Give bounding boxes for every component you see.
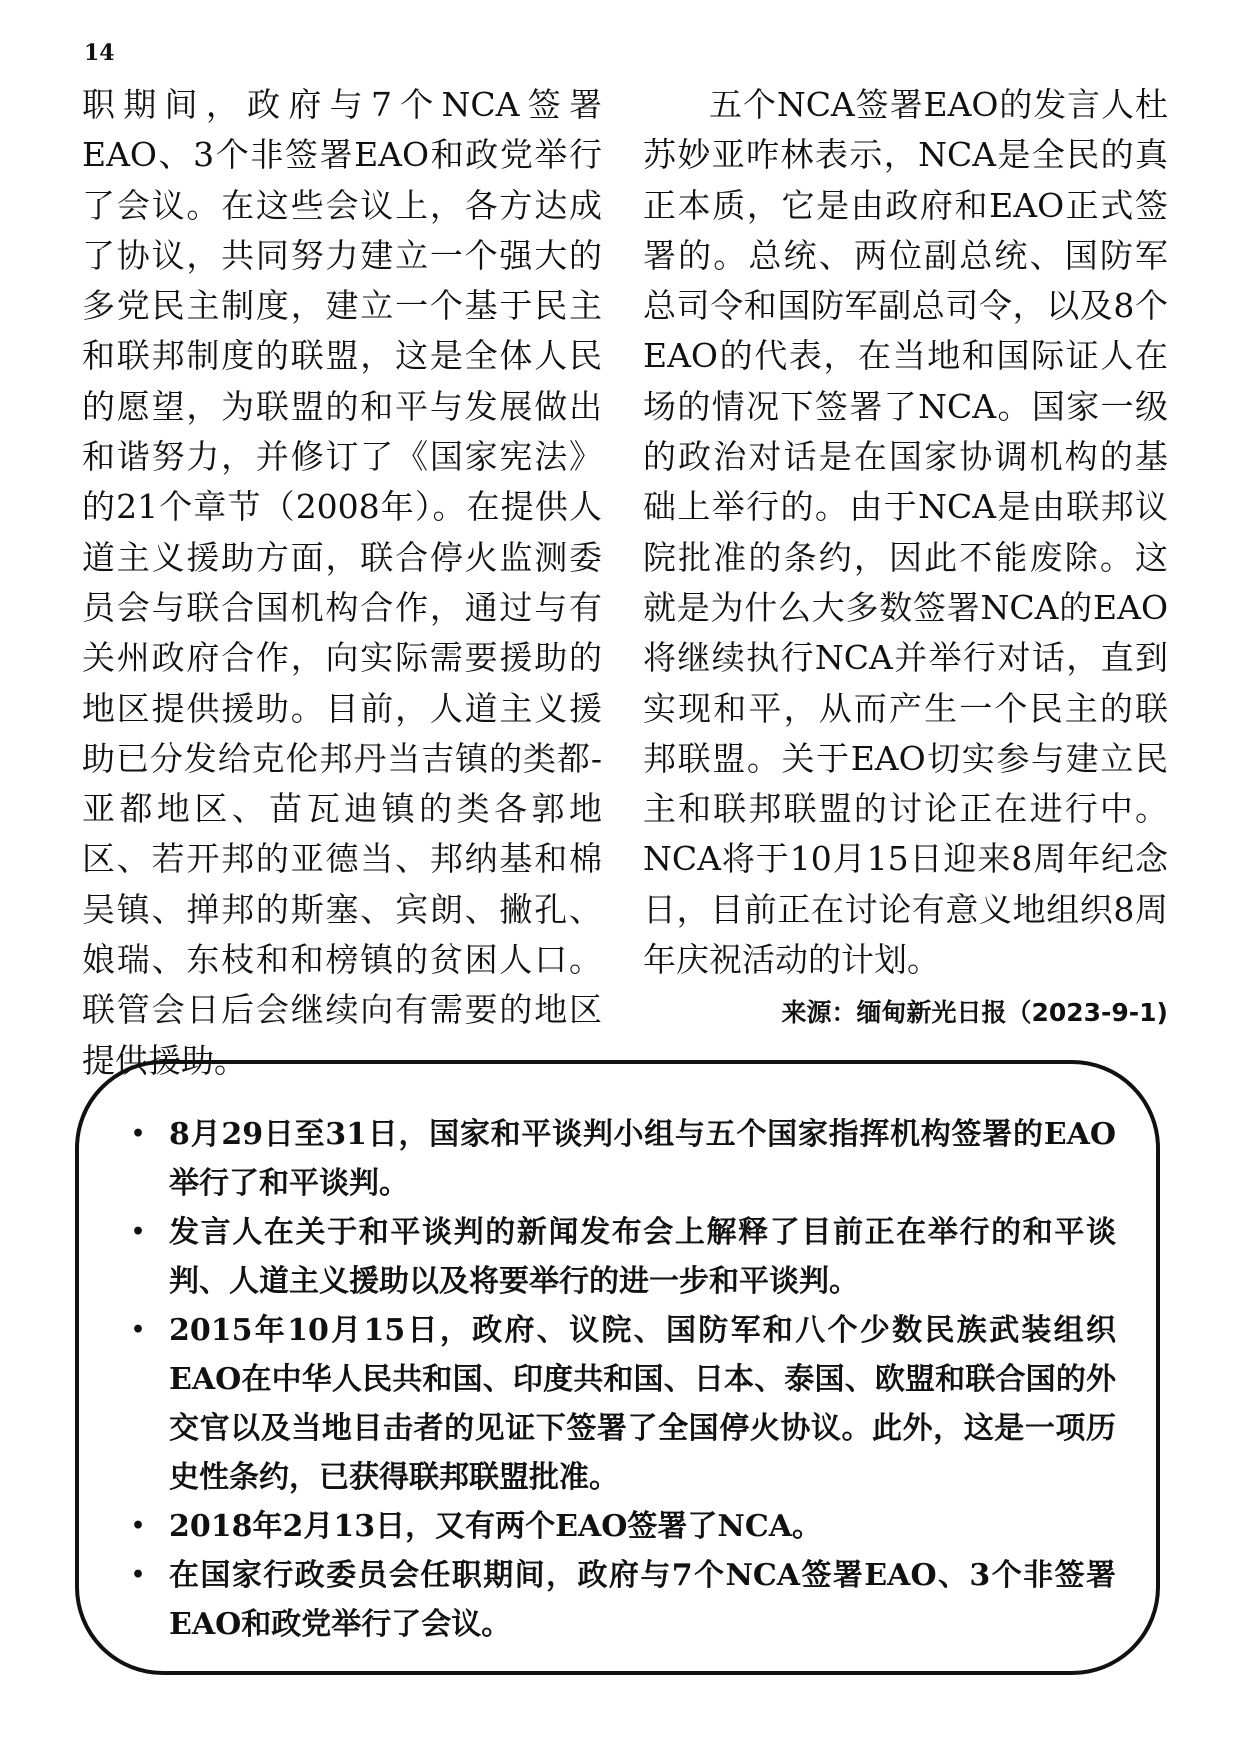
summary-item [129,1551,1116,1649]
bullet-icon: • [131,1219,146,1245]
bullet-icon: • [131,1562,146,1588]
summary-box [75,1060,1160,1675]
summary-list [129,1110,1116,1649]
summary-item [129,1502,1116,1551]
summary-item [129,1306,1116,1502]
summary-item [129,1208,1116,1306]
article-right-column [643,80,1168,1035]
bullet-icon: • [131,1513,146,1539]
article-left-column [82,80,602,1086]
article-source: 来源：缅甸新光日报（2023-9-1) [781,998,1168,1028]
summary-item-text: 8月29日至31日，国家和平谈判小组与五个国家指挥机构签署的EAO举行了和平谈判。 [169,1117,1116,1201]
article-paragraph: 职期间，政府与7个NCA签署EAO、3个非签署EAO和政党举行了会议。在这些会议上，各方达成了协议，共同努力建立一个强大的多党民主制度，建立一个基于民主和联邦制度的联盟，这是全体人民的愿望，为联盟的和平与发展做出和谐努力，并修订了《国家宪法》的21个章节（2008年）。在提供人道主义援助方面，联合停火监测委员会与联合国机构合作，通过与有关州政府合作，向实际需要援助的地区提供援助。目前，人道主义援助已分发给克伦邦丹当吉镇的类都-亚都地区、苗瓦迪镇的类各郭地区、若开邦的亚德当、邦纳基和棉吴镇、掸邦的斯塞、宾朗、撇孔、娘瑞、东枝和和榜镇的贫困人口。联管会日后会继续向有需要的地区提供援助。 [82,85,602,1080]
article-paragraph: 五个NCA签署EAO的发言人杜苏妙亚咋林表示，NCA是全民的真正本质，它是由政府和EAO正式签署的。总统、两位副总统、国防军总司令和国防军副总司令，以及8个EAO的代表，在当地和国际证人在场的情况下签署了NCA。国家一级的政治对话是在国家协调机构的基础上举行的。由于NCA是由联邦议院批准的条约，因此不能废除。这就是为什么大多数签署NCA的EAO将继续执行NCA并举行对话，直到实现和平，从而产生一个民主的联邦联盟。关于EAO切实参与建立民主和联邦联盟的讨论正在进行中。NCA将于10月15日迎来8周年纪念日，目前正在讨论有意义地组织8周年庆祝活动的计划。 [643,85,1168,980]
summary-item-text: 在国家行政委员会任职期间，政府与7个NCA签署EAO、3个非签署EAO和政党举行了会议。 [169,1558,1116,1642]
page-number: 14 [84,40,115,66]
summary-item-text: 2015年10月15日，政府、议院、国防军和八个少数民族武装组织EAO在中华人民共和国、印度共和国、日本、泰国、欧盟和联合国的外交官以及当地目击者的见证下签署了全国停火协议。此外，这是一项历史性条约，已获得联邦联盟批准。 [169,1313,1116,1495]
summary-item-text: 发言人在关于和平谈判的新闻发布会上解释了目前正在举行的和平谈判、人道主义援助以及将要举行的进一步和平谈判。 [169,1215,1116,1299]
bullet-icon: • [131,1121,146,1147]
summary-item [129,1110,1116,1208]
bullet-icon: • [131,1317,146,1343]
summary-item-text: 2018年2月13日，又有两个EAO签署了NCA。 [169,1509,822,1544]
